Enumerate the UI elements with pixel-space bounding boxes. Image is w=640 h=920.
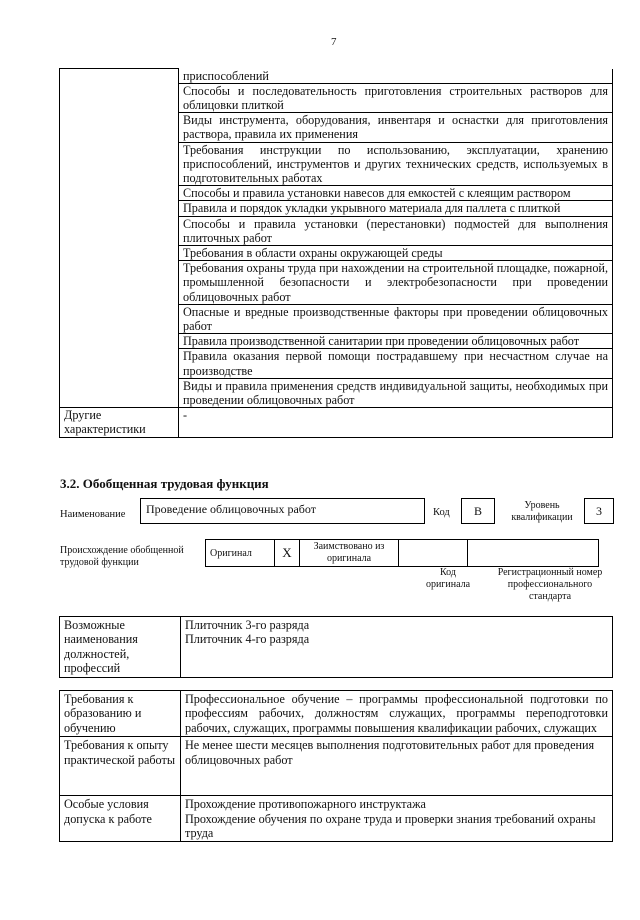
knowledge-item: Требования охраны труда при нахождении на строительной площадке, пожарной, промышленной безопасности и электробезопасности при проведении облицовочных работ bbox=[179, 261, 613, 305]
knowledge-table bbox=[59, 68, 613, 438]
level-box bbox=[584, 498, 614, 524]
knowledge-item: Способы и правила установки навесов для емкостей с клеящим раствором bbox=[179, 186, 613, 201]
origin-table bbox=[205, 539, 599, 567]
borrowed-label: Заимствовано из оригинала bbox=[300, 540, 399, 567]
positions-table bbox=[59, 616, 613, 678]
level-value: 3 bbox=[596, 504, 602, 518]
special-condition-item: Прохождение противопожарного инструктажа bbox=[185, 797, 426, 812]
education-label: Требования к образованию и обучению bbox=[60, 691, 181, 737]
special-conditions-label: Особые условия допуска к работе bbox=[60, 796, 181, 842]
knowledge-item: Правила и порядок укладки укрывного материала для паллета с плиткой bbox=[179, 201, 613, 216]
page-number: 7 bbox=[331, 36, 337, 48]
knowledge-item: приспособлений bbox=[179, 69, 613, 84]
code-caption: Код оригинала bbox=[425, 567, 471, 590]
special-condition-item: Прохождение обучения по охране труда и проверки знания требований охраны труда bbox=[185, 811, 596, 841]
knowledge-item: Правила производственной санитарии при проведении облицовочных работ bbox=[179, 334, 613, 349]
experience-label: Требования к опыту практической работы bbox=[60, 737, 181, 796]
code-label: Код bbox=[433, 507, 450, 518]
knowledge-item: Виды инструмента, оборудования, инвентаря и оснастки для приготовления раствора, правила их применения bbox=[179, 113, 613, 142]
origin-label: Происхождение обобщенной трудовой функции bbox=[60, 545, 184, 568]
function-name: Проведение облицовочных работ bbox=[146, 502, 316, 516]
other-characteristics-label: Другие характеристики bbox=[60, 408, 179, 437]
positions-cell bbox=[181, 617, 613, 678]
education-value: Профессиональное обучение – программы профессиональной подготовки по профессиям рабочих, должностям служащих, программы переподготовки рабочих, служащих, программы повышения квалификации рабочих, служащих bbox=[181, 691, 613, 737]
knowledge-item: Требования в области охраны окружающей среды bbox=[179, 245, 613, 260]
reg-number-cell bbox=[468, 540, 599, 567]
section-title: 3.2. Обобщенная трудовая функция bbox=[60, 476, 269, 491]
original-code-cell bbox=[399, 540, 468, 567]
knowledge-item: Опасные и вредные производственные факторы при проведении облицовочных работ bbox=[179, 304, 613, 333]
code-value: B bbox=[473, 504, 482, 518]
knowledge-item: Способы и последовательность приготовления строительных растворов для облицовки плиткой bbox=[179, 83, 613, 112]
code-box bbox=[461, 498, 495, 524]
function-name-box bbox=[140, 498, 425, 524]
other-characteristics-value: - bbox=[179, 408, 613, 437]
knowledge-label-cell bbox=[60, 69, 179, 408]
original-mark: X bbox=[275, 540, 300, 567]
position-item: Плиточник 4-го разряда bbox=[185, 632, 310, 647]
special-conditions-cell bbox=[181, 796, 613, 842]
knowledge-item: Требования инструкции по использованию, эксплуатации, хранению приспособлений, инструментов и других технических средств, используемых в подготовительных работах bbox=[179, 142, 613, 186]
reg-caption: Регистрационный номер профессионального стандарта bbox=[497, 567, 603, 602]
original-label: Оригинал bbox=[206, 540, 275, 567]
knowledge-item: Способы и правила установки (перестановки) подмостей для выполнения плиточных работ bbox=[179, 216, 613, 245]
knowledge-item: Виды и правила применения средств индивидуальной защиты, необходимых при проведении облицовочных работ bbox=[179, 378, 613, 407]
name-label: Наименование bbox=[60, 509, 126, 520]
experience-value: Не менее шести месяцев выполнения подготовительных работ для проведения облицовочных работ bbox=[181, 737, 613, 796]
position-item: Плиточник 3-го разряда bbox=[185, 618, 310, 632]
level-label: Уровень квалификации bbox=[511, 500, 573, 523]
positions-label: Возможные наименования должностей, профессий bbox=[60, 617, 181, 678]
knowledge-item: Правила оказания первой помощи пострадавшему при несчастном случае на производстве bbox=[179, 349, 613, 378]
requirements-table bbox=[59, 690, 613, 842]
